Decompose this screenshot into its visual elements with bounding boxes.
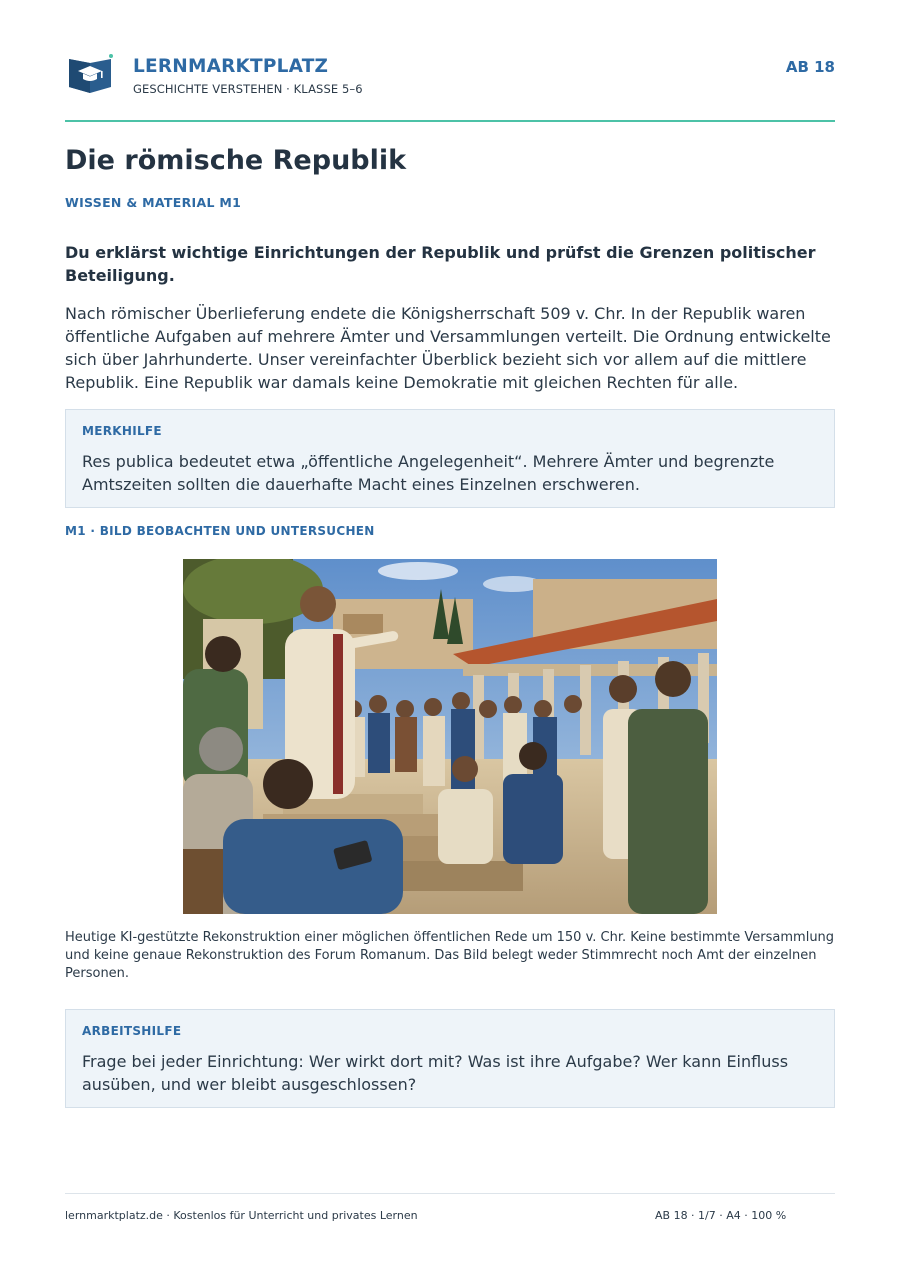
merkhilfe-box	[65, 409, 835, 508]
page-title: Die römische Republik	[65, 145, 407, 176]
arbeitshilfe-box	[65, 1009, 835, 1108]
merkhilfe-text: Res publica bedeutet etwa „öffentliche Angelegenheit“. Mehrere Ämter und begrenzte Amtszeiten sollten die dauerhafte Macht eines Einzelnen erschweren.	[82, 452, 775, 494]
footer-divider	[65, 1193, 835, 1194]
footer-page-info: AB 18 · 1/7 · A4 · 100 %	[655, 1209, 787, 1222]
merkhilfe-title: MERKHILFE	[82, 424, 162, 438]
learning-goal: Du erklärst wichtige Einrichtungen der Republik und prüfst die Grenzen politischer Beteiligung.	[65, 243, 816, 285]
graduation-cap-icon	[67, 53, 113, 93]
m1-heading: M1 · BILD BEOBACHTEN UND UNTERSUCHEN	[65, 524, 375, 538]
forum-speech-illustration	[183, 559, 717, 914]
header-divider	[65, 120, 835, 122]
sheet-number: AB 18	[785, 58, 835, 76]
brand-subtitle: GESCHICHTE VERSTEHEN · KLASSE 5–6	[133, 82, 363, 96]
intro-paragraph: Nach römischer Überlieferung endete die Königsherrschaft 509 v. Chr. In der Republik waren öffentliche Aufgaben auf mehrere Ämter und Versammlungen verteilt. Die Ordnung entwickelte sich über Jahrhunderte. Unser vereinfachter Überblick bezieht sich vor allem auf die mittlere Republik. Eine Republik war damals keine Demokratie mit gleichen Rechten für alle.	[65, 304, 831, 392]
worksheet-page	[65, 0, 835, 1273]
page-header	[65, 48, 835, 120]
brand-name: LERNMARKTPLATZ	[133, 56, 329, 77]
footer-site-info: lernmarktplatz.de · Kostenlos für Unterricht und privates Lernen	[65, 1209, 418, 1222]
figure-caption: Heutige KI-gestützte Rekonstruktion einer möglichen öffentlichen Rede um 150 v. Chr. Keine bestimmte Versammlung und keine genaue Rekonstruktion des Forum Romanum. Das Bild belegt weder Stimmrecht noch Amt der einzelnen Personen.	[65, 930, 835, 981]
section-kicker: WISSEN & MATERIAL M1	[65, 195, 242, 210]
arbeitshilfe-title: ARBEITSHILFE	[82, 1024, 182, 1038]
arbeitshilfe-text: Frage bei jeder Einrichtung: Wer wirkt dort mit? Was ist ihre Aufgabe? Wer kann Einfluss ausüben, und wer bleibt ausgeschlossen?	[82, 1052, 789, 1094]
